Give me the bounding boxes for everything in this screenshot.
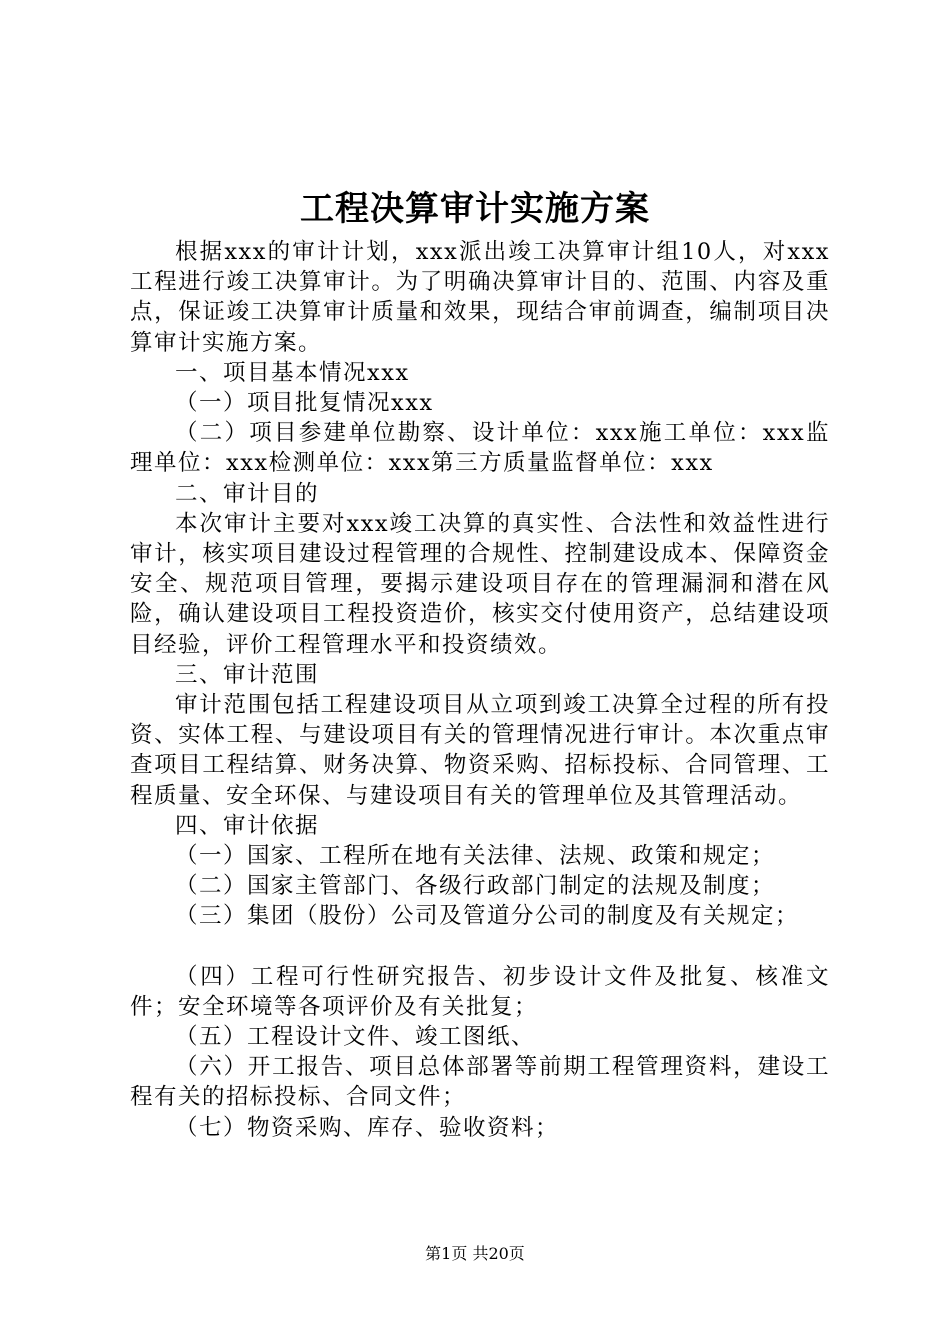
section-heading-3: 三、审计范围	[175, 661, 320, 688]
list-item: （一）国家、工程所在地有关法律、法规、政策和规定；	[175, 843, 776, 870]
document-title: 工程决算审计实施方案	[300, 189, 650, 229]
section-heading-1: 一、项目基本情况xxx	[175, 359, 410, 386]
section-heading-4: 四、审计依据	[175, 812, 320, 839]
intro-paragraph: 根据xxx的审计计划，xxx派出竣工决算审计组10人，对xxx工程进行竣工决算审计。为了明确决算审计目的、范围、内容及重点，保证竣工决算审计质量和效果，现结合审前调查，编制项目决算审计实施方案。	[130, 239, 830, 356]
document-body	[130, 237, 830, 1143]
list-item: （六）开工报告、项目总体部署等前期工程管理资料，建设工程有关的招标投标、合同文件；	[130, 1054, 830, 1111]
list-item: （四）工程可行性研究报告、初步设计文件及批复、核准文件；安全环境等各项评价及有关批复；	[130, 963, 830, 1020]
list-item: （二）项目参建单位勘察、设计单位：xxx施工单位：xxx监理单位：xxx检测单位：xxx第三方质量监督单位：xxx	[130, 420, 830, 477]
list-item: （二）国家主管部门、各级行政部门制定的法规及制度；	[175, 873, 776, 900]
list-item: （五）工程设计文件、竣工图纸、	[175, 1024, 536, 1051]
body-paragraph: 本次审计主要对xxx竣工决算的真实性、合法性和效益性进行审计，核实项目建设过程管理的合规性、控制建设成本、保障资金安全、规范项目管理，要揭示建设项目存在的管理漏洞和潜在风险，确认建设项目工程投资造价，核实交付使用资产，总结建设项目经验，评价工程管理水平和投资绩效。	[130, 510, 830, 658]
page-footer: 第1页 共20页	[425, 1244, 525, 1263]
section-heading-2: 二、审计目的	[175, 480, 320, 507]
list-item: （三）集团（股份）公司及管道分公司的制度及有关规定；	[175, 903, 800, 930]
list-item: （七）物资采购、库存、验收资料；	[175, 1114, 560, 1141]
paragraph-spacer	[130, 932, 830, 962]
list-item: （一）项目批复情况xxx	[175, 390, 434, 417]
body-paragraph: 审计范围包括工程建设项目从立项到竣工决算全过程的所有投资、实体工程、与建设项目有关的管理情况进行审计。本次重点审查项目工程结算、财务决算、物资采购、招标投标、合同管理、工程质量、安全环保、与建设项目有关的管理单位及其管理活动。	[130, 692, 830, 809]
